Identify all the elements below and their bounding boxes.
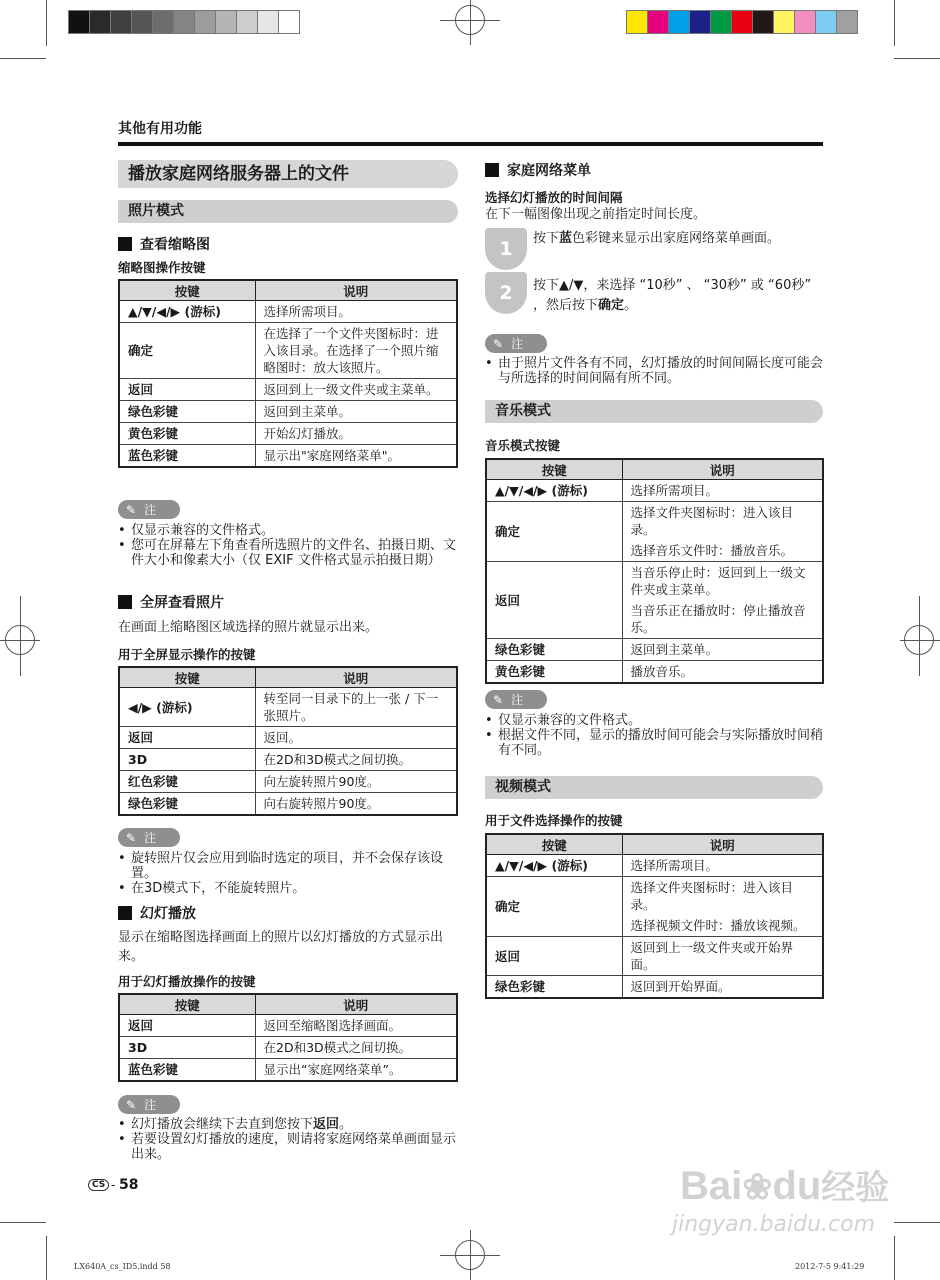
description-cell: 在2D和3D模式之间切换。: [255, 749, 457, 771]
key-cell: 黄色彩键: [486, 661, 622, 684]
page-number: 58: [119, 1177, 139, 1193]
thumbnail-heading: 查看缩略图: [118, 234, 210, 254]
description-cell: 返回到主菜单。: [255, 401, 457, 423]
note-item: • 仅显示兼容的文件格式。: [118, 523, 275, 538]
color-swatch: [731, 10, 753, 34]
table-row: [486, 480, 823, 502]
color-swatch: [89, 10, 111, 34]
table-row: [119, 749, 457, 771]
notes-list: [118, 851, 458, 896]
color-swatch: [794, 10, 816, 34]
color-swatch: [257, 10, 279, 34]
note-item: • 旋转照片仅会应用到临时选定的项目，并不会保存该设置。: [118, 851, 444, 881]
note-item: • 仅显示兼容的文件格式。: [485, 713, 642, 728]
key-cell: ▲/▼/◀/▶ (游标): [486, 480, 622, 502]
footer-timestamp: 2012-7-5 9:41:29: [795, 1262, 865, 1271]
description-cell: 选择所需项目。: [255, 301, 457, 323]
note-badge: ✎ 注: [485, 334, 547, 353]
color-swatch: [710, 10, 732, 34]
table-row: [119, 1015, 457, 1037]
key-cell: ◀/▶ (游标): [119, 688, 255, 727]
note-badge: ✎ 注: [485, 690, 547, 709]
description-cell: 返回至缩略图选择画面。: [255, 1015, 457, 1037]
watermark-url: jingyan.baidu.com: [672, 1212, 876, 1237]
crop-mark: [894, 0, 895, 46]
table-row: [119, 301, 457, 323]
table-row: [486, 937, 823, 976]
key-cell: ▲/▼/◀/▶ (游标): [119, 301, 255, 323]
fullscreen-paragraph: 在画面上缩略图区域选择的照片就显示出来。: [118, 620, 379, 635]
description-cell: 播放音乐。: [622, 661, 823, 684]
notes-list: [118, 523, 458, 568]
key-cell: 红色彩键: [119, 771, 255, 793]
language-badge: CS: [88, 1179, 109, 1191]
table-row: [486, 502, 823, 562]
description-cell: 返回到上一级文件夹或主菜单。: [255, 379, 457, 401]
pencil-icon: ✎: [126, 1097, 137, 1112]
crop-mark: [894, 1236, 895, 1280]
table-row: [119, 1037, 457, 1059]
note-item: • 您可在屏幕左下角查看所选照片的文件名、拍摄日期、文件大小和像素大小（仅 EXIF 文件格式显示拍摄日期）: [118, 538, 457, 568]
interval-subheading: 选择幻灯播放的时间间隔: [485, 190, 623, 205]
table-row: [486, 855, 823, 877]
color-swatch: [647, 10, 669, 34]
footer-filename: LX640A_cs_ID5.indd 58: [74, 1262, 171, 1271]
description-cell: 在选择了一个文件夹图标时：进入该目录。在选择了一个照片缩略图时：放大该照片。: [255, 323, 457, 379]
description-cell: 选择所需项目。: [622, 855, 823, 877]
music-table: 按键 说明 ▲/▼/◀/▶ (游标) 选择所需项目。 确定 选择文件夹图标时：进入该目录。 选择音乐文件时：播放音乐。 返回 当音乐停止时：返回到上一级文件夹或主菜单。 当音乐正在播放时：停止播放音乐。 绿色彩键 返回到主菜单。 黄色彩键 播放音乐。: [485, 458, 824, 684]
key-cell: 3D: [119, 1037, 255, 1059]
key-cell: 确定: [486, 877, 622, 937]
table-row: [119, 727, 457, 749]
gray-calibration-bar: [68, 10, 299, 34]
interval-paragraph: 在下一幅图像出现之前指定时间长度。: [485, 207, 707, 222]
slideshow-table: 按键 说明 返回 返回至缩略图选择画面。 3D 在2D和3D模式之间切换。 蓝色彩键 显示出“家庭网络菜单”。: [118, 993, 458, 1082]
crop-mark: [0, 58, 46, 59]
step-2-text: 按下▲/▼，来选择 “10秒” 、 “30秒” 或 “60秒” ，然后按下确定。: [533, 278, 812, 313]
video-subheading: 用于文件选择操作的按键: [485, 813, 623, 828]
description-cell: 向右旋转照片90度。: [255, 793, 457, 816]
slideshow-paragraph: 显示在缩略图选择画面上的照片以幻灯播放的方式显示出来。: [118, 930, 444, 964]
pencil-icon: ✎: [493, 692, 504, 707]
key-cell: 返回: [119, 727, 255, 749]
slideshow-subheading: 用于幻灯播放操作的按键: [118, 974, 256, 989]
note-item: • 由于照片文件各有不同，幻灯播放的时间间隔长度可能会与所选择的时间间隔有所不同。: [485, 356, 824, 386]
table-row: [119, 771, 457, 793]
crop-mark: [894, 58, 940, 59]
paw-icon: ❀: [742, 1166, 773, 1207]
header-rule: [118, 142, 823, 146]
photo-mode-heading: 照片模式: [118, 200, 458, 223]
step-2-badge: 2: [485, 272, 527, 314]
description-cell: 返回到主菜单。: [622, 639, 823, 661]
table-row: [486, 639, 823, 661]
note-item: • 根据文件不同，显示的播放时间可能会与实际播放时间稍有不同。: [485, 728, 824, 758]
page-title: 播放家庭网络服务器上的文件: [118, 160, 458, 188]
music-subheading: 音乐模式按键: [485, 438, 561, 453]
table-row: [119, 445, 457, 468]
video-mode-heading: 视频模式: [485, 776, 823, 799]
pencil-icon: ✎: [126, 502, 137, 517]
pencil-icon: ✎: [493, 336, 504, 351]
table-row: [486, 976, 823, 999]
key-cell: 绿色彩键: [119, 401, 255, 423]
table-row: [119, 688, 457, 727]
color-swatch: [152, 10, 174, 34]
color-swatch: [836, 10, 858, 34]
color-calibration-bar: [626, 10, 857, 34]
home-network-menu-heading: 家庭网络菜单: [485, 160, 591, 180]
key-cell: 蓝色彩键: [119, 1059, 255, 1082]
step-1-text: 按下蓝色彩键来显示出家庭网络菜单画面。: [533, 231, 781, 246]
description-cell: 选择文件夹图标时：进入该目录。 选择视频文件时：播放该视频。: [622, 877, 823, 937]
fullscreen-table: 按键 说明 ◀/▶ (游标) 转至同一目录下的上一张 / 下一张照片。 返回 返回。 3D 在2D和3D模式之间切换。 红色彩键 向左旋转照片90度。 绿色彩键 向右旋转照片90度。: [118, 666, 458, 816]
note-item: • 在3D模式下，不能旋转照片。: [118, 881, 306, 896]
key-cell: 绿色彩键: [486, 639, 622, 661]
key-cell: 3D: [119, 749, 255, 771]
step-1-badge: 1: [485, 228, 527, 270]
notes-list: [485, 713, 825, 758]
chapter-title: 其他有用功能: [118, 121, 202, 137]
color-swatch: [110, 10, 132, 34]
notes-list: • 幻灯播放会继续下去直到您按下返回。 • 若要设置幻灯播放的速度，则请将家庭网络菜单画面显示出来。: [118, 1117, 457, 1162]
color-swatch: [689, 10, 711, 34]
crop-mark: [46, 0, 47, 46]
color-swatch: [236, 10, 258, 34]
color-swatch: [194, 10, 216, 34]
description-cell: 开始幻灯播放。: [255, 423, 457, 445]
table-row: [486, 562, 823, 639]
notes-list: [485, 356, 825, 386]
crop-mark: [894, 1222, 940, 1223]
color-swatch: [752, 10, 774, 34]
key-cell: 确定: [119, 323, 255, 379]
thumbnail-subheading: 缩略图操作按键: [118, 260, 206, 275]
key-cell: 返回: [486, 562, 622, 639]
note-badge: ✎ 注: [118, 500, 180, 519]
key-cell: 蓝色彩键: [119, 445, 255, 468]
description-cell: 显示出“家庭网络菜单”。: [255, 1059, 457, 1082]
key-cell: 绿色彩键: [486, 976, 622, 999]
key-cell: 确定: [486, 502, 622, 562]
description-cell: 选择所需项目。: [622, 480, 823, 502]
description-cell: 显示出"家庭网络菜单"。: [255, 445, 457, 468]
table-row: [119, 379, 457, 401]
table-row: [119, 323, 457, 379]
color-swatch: [278, 10, 300, 34]
table-row: [119, 423, 457, 445]
crop-mark: [46, 1236, 47, 1280]
slideshow-heading: 幻灯播放: [118, 903, 196, 923]
note-badge: ✎ 注: [118, 1095, 180, 1114]
color-swatch: [773, 10, 795, 34]
table-row: [486, 877, 823, 937]
description-cell: 向左旋转照片90度。: [255, 771, 457, 793]
table-row: [486, 661, 823, 684]
baidu-watermark-logo: Bai❀du经验: [680, 1164, 890, 1208]
video-table: 按键 说明 ▲/▼/◀/▶ (游标) 选择所需项目。 确定 选择文件夹图标时：进入该目录。 选择视频文件时：播放该视频。 返回 返回到上一级文件夹或开始界面。 绿色彩键 返回到开始界面。: [485, 833, 824, 999]
table-row: [119, 401, 457, 423]
key-cell: 绿色彩键: [119, 793, 255, 816]
description-cell: 返回到上一级文件夹或开始界面。: [622, 937, 823, 976]
description-cell: 转至同一目录下的上一张 / 下一张照片。: [255, 688, 457, 727]
note-badge: ✎ 注: [118, 828, 180, 847]
music-mode-heading: 音乐模式: [485, 400, 823, 423]
color-swatch: [626, 10, 648, 34]
fullscreen-heading: 全屏查看照片: [118, 592, 224, 612]
thumbnail-table: 按键 说明 ▲/▼/◀/▶ (游标) 选择所需项目。 确定 在选择了一个文件夹图标时：进入该目录。在选择了一个照片缩略图时：放大该照片。 返回 返回到上一级文件夹或主菜单。 绿色彩键 返回到主菜单。 黄色彩键 开始幻灯播放。 蓝色彩键 显示出"家庭网络菜单"。: [118, 279, 458, 468]
color-swatch: [215, 10, 237, 34]
key-cell: ▲/▼/◀/▶ (游标): [486, 855, 622, 877]
description-cell: 返回。: [255, 727, 457, 749]
crop-mark: [0, 1222, 46, 1223]
key-cell: 返回: [119, 379, 255, 401]
color-swatch: [68, 10, 90, 34]
description-cell: 选择文件夹图标时：进入该目录。 选择音乐文件时：播放音乐。: [622, 502, 823, 562]
table-row: [119, 793, 457, 816]
table-row: [119, 1059, 457, 1082]
color-swatch: [815, 10, 837, 34]
key-cell: 黄色彩键: [119, 423, 255, 445]
color-swatch: [173, 10, 195, 34]
description-cell: 当音乐停止时：返回到上一级文件夹或主菜单。 当音乐正在播放时：停止播放音乐。: [622, 562, 823, 639]
pencil-icon: ✎: [126, 830, 137, 845]
page-separator: -: [111, 1178, 116, 1192]
color-swatch: [668, 10, 690, 34]
description-cell: 返回到开始界面。: [622, 976, 823, 999]
key-cell: 返回: [486, 937, 622, 976]
color-swatch: [131, 10, 153, 34]
fullscreen-subheading: 用于全屏显示操作的按键: [118, 647, 256, 662]
description-cell: 在2D和3D模式之间切换。: [255, 1037, 457, 1059]
key-cell: 返回: [119, 1015, 255, 1037]
